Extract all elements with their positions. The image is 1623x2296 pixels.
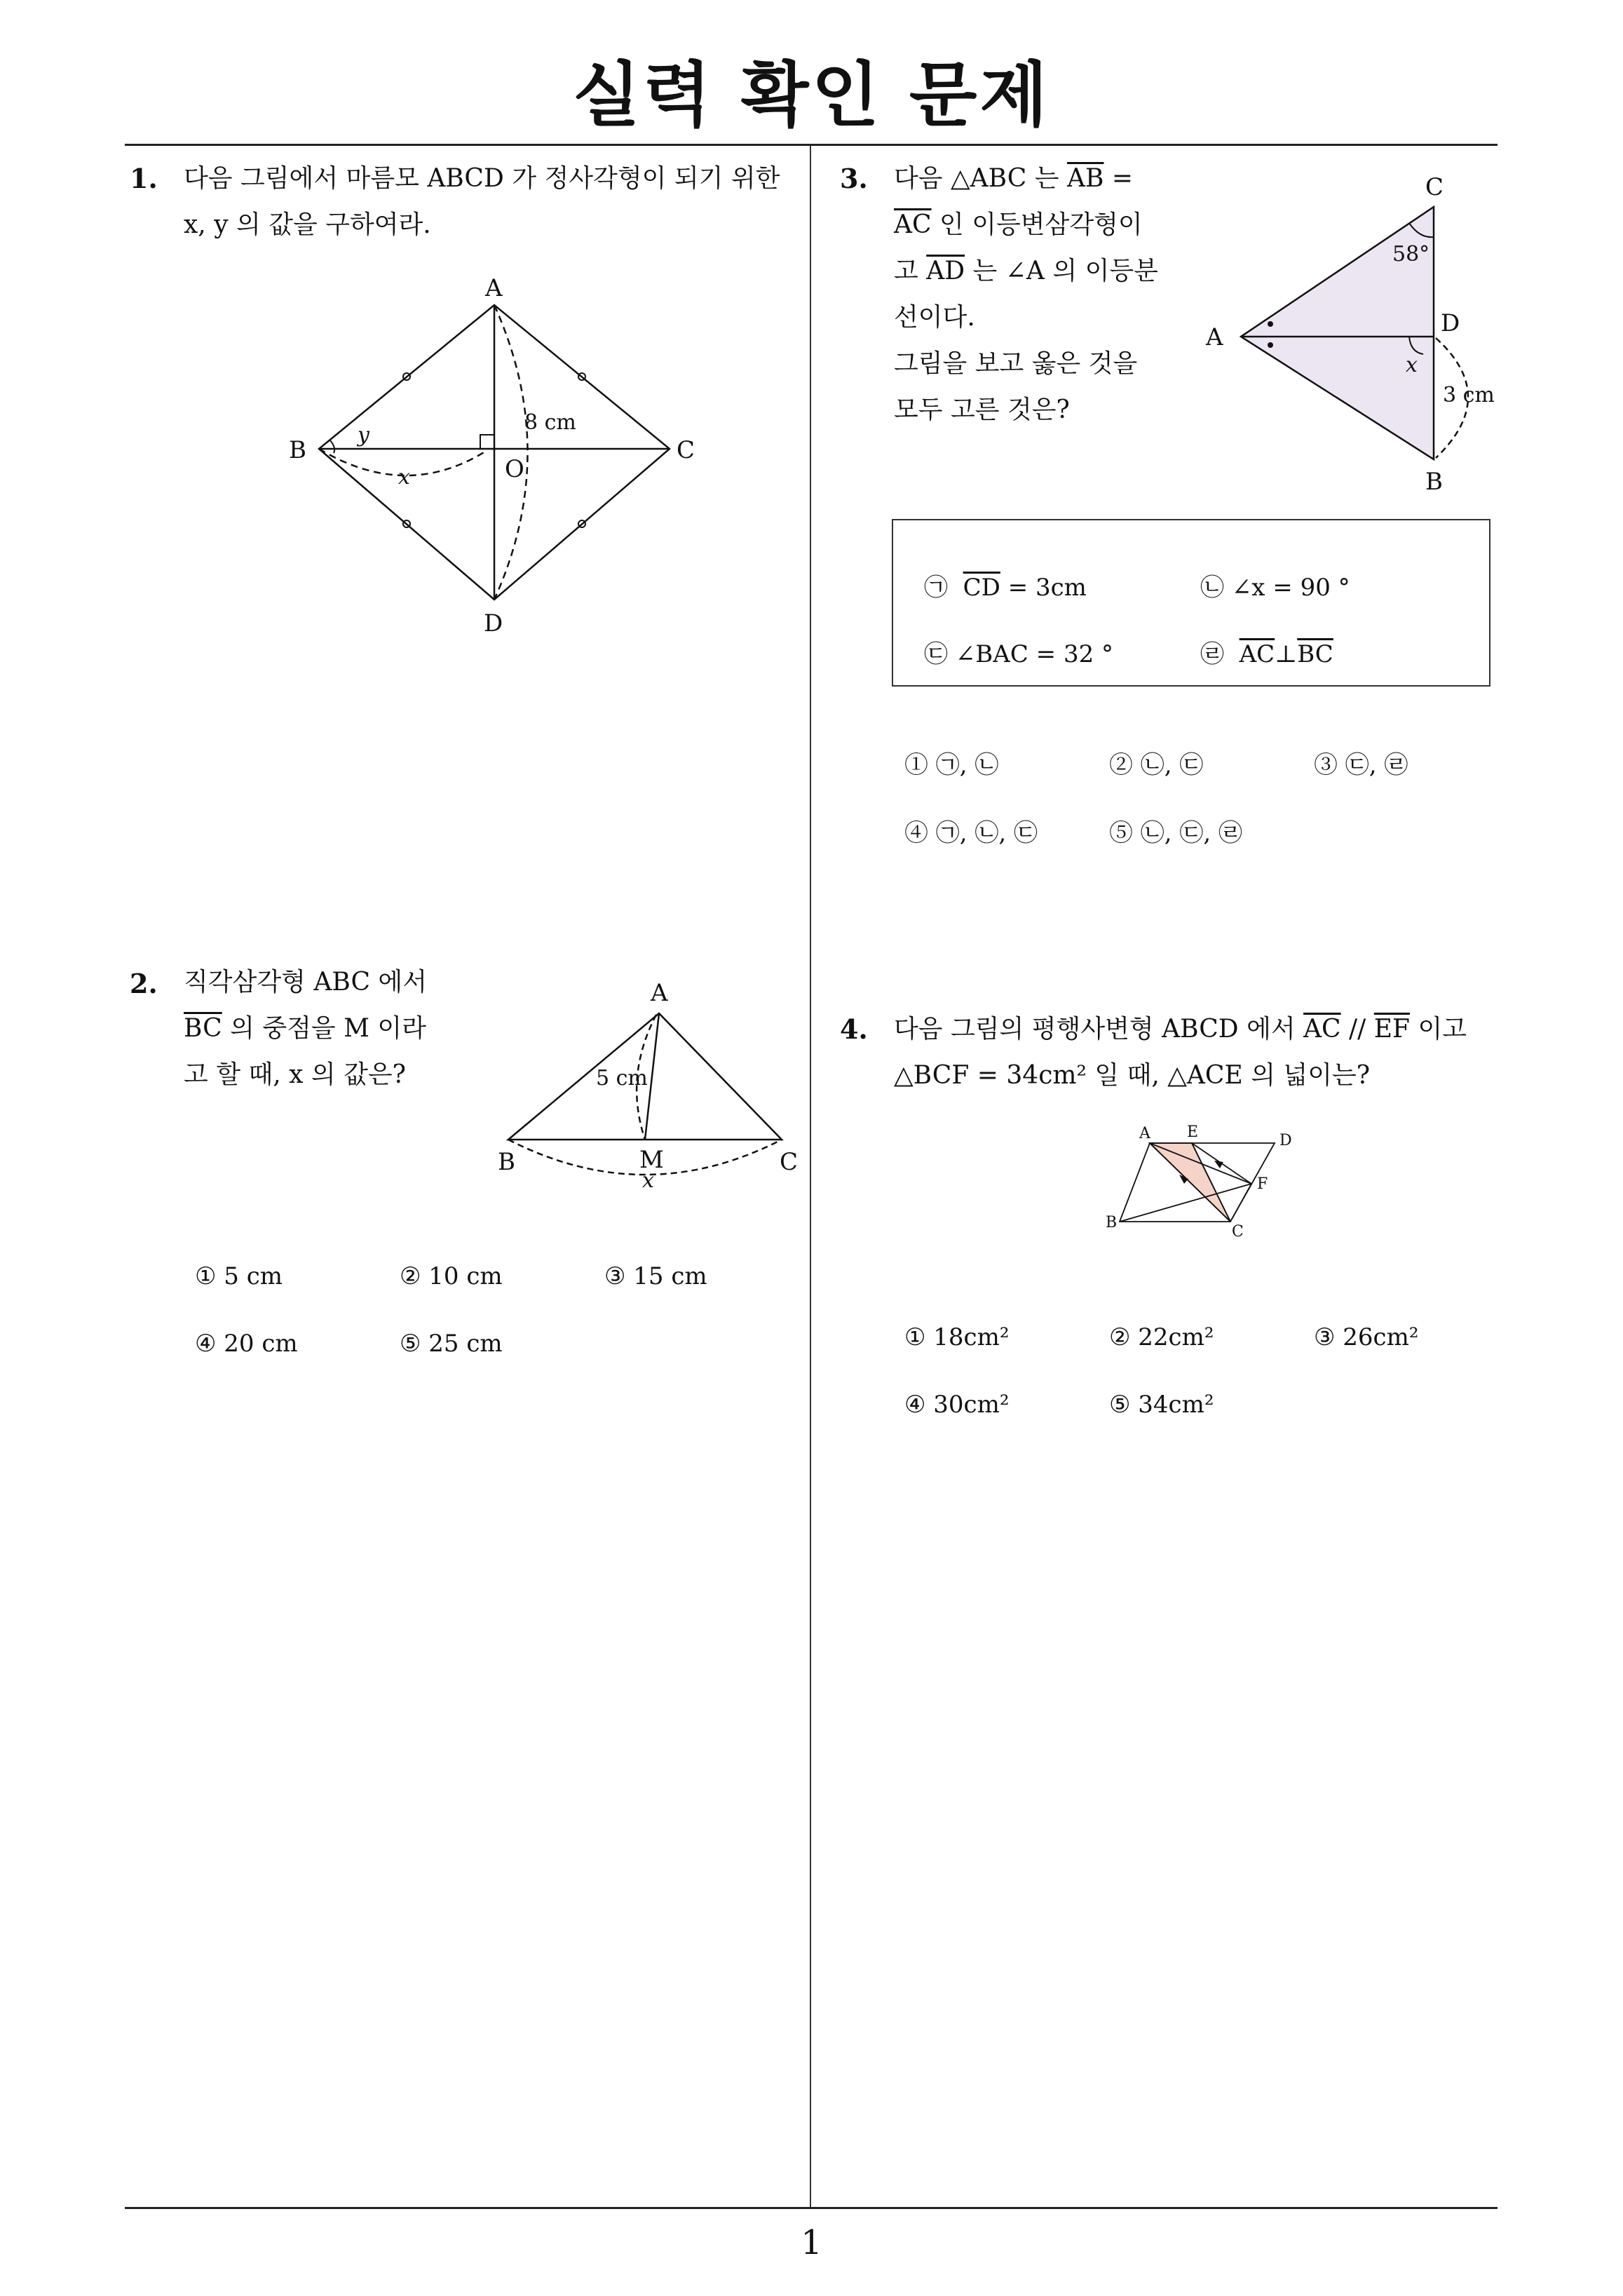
q4-line1-post: 이고 <box>1410 1015 1467 1044</box>
q3-line3 <box>894 248 1158 295</box>
q3-label-x: x <box>1406 353 1418 377</box>
q3-option-4[interactable]: ④ ㉠, ㉡, ㉢ <box>904 819 1038 847</box>
q3-statement-4-op: ⊥ <box>1275 640 1298 668</box>
q1-rhombus-figure <box>280 266 715 645</box>
q3-line3-post: 는 ∠A 의 이등분 <box>965 257 1158 285</box>
q1-line1: 다음 그림에서 마름모 ABCD 가 정사각형이 되기 위한 <box>184 164 780 193</box>
q4-option-3[interactable]: ③ 26cm² <box>1314 1323 1419 1351</box>
q1-label-d: D <box>484 609 503 637</box>
q3-label-a: A <box>1206 323 1223 351</box>
q3-segment-ab: $\overline{AB}$ <box>1067 164 1104 193</box>
q2-line3: 고 할 때, x 의 값은? <box>184 1060 406 1089</box>
q3-line4: 선이다. <box>894 303 975 332</box>
q2-number: 2. <box>130 968 158 999</box>
q1-label-a: A <box>485 274 503 302</box>
q3-segment-ad: $\overline{AD}$ <box>926 257 965 285</box>
q1-text <box>184 156 780 248</box>
q3-statement-4-seg1: $\overline{AC}$ <box>1239 640 1275 668</box>
q3-angle-dot-upper <box>1268 321 1273 327</box>
q3-statement-2: ㉡ ∠x = 90 ° <box>1200 574 1350 602</box>
q1-number: 1. <box>130 163 158 194</box>
bottom-rule <box>125 2207 1498 2209</box>
q3-statement-4 <box>1200 635 1333 669</box>
q4-segment-bf <box>1120 1184 1251 1222</box>
q3-line3-pre: 고 <box>894 257 927 285</box>
q4-label-b: B <box>1106 1214 1118 1231</box>
page-number: 1 <box>801 2223 822 2262</box>
q1-line2: x, y 의 값을 구하여라. <box>184 210 431 239</box>
q4-arrow-ef <box>1214 1161 1223 1168</box>
q1-label-length: 8 cm <box>524 410 576 435</box>
q3-line2 <box>894 202 1158 248</box>
q3-line1-pre: 다음 △ABC 는 <box>894 164 1068 193</box>
q1-label-o: O <box>505 455 524 483</box>
q2-option-1[interactable]: ① 5 cm <box>195 1262 283 1290</box>
q4-segment-ef: $\overline{EF}$ <box>1373 1015 1411 1044</box>
q3-label-b: B <box>1425 468 1443 496</box>
q2-option-4[interactable]: ④ 20 cm <box>195 1330 298 1358</box>
q1-right-angle <box>480 435 494 449</box>
q2-text <box>184 959 427 1098</box>
q2-option-3[interactable]: ③ 15 cm <box>604 1262 707 1290</box>
q2-option-5[interactable]: ⑤ 25 cm <box>400 1330 503 1358</box>
q2-label-a: A <box>651 979 668 1007</box>
q4-option-4[interactable]: ④ 30cm² <box>904 1391 1010 1419</box>
q3-statement-3: ㉢ ∠BAC = 32 ° <box>924 640 1114 668</box>
q3-line2-post: 인 이등변삼각형이 <box>931 210 1143 239</box>
q2-label-length: 5 cm <box>596 1066 648 1090</box>
q2-label-b: B <box>498 1148 515 1176</box>
q3-statement-1-rest: = 3cm <box>1000 574 1087 602</box>
q3-line1-post: = <box>1103 164 1134 193</box>
q3-statement-1-seg: $\overline{CD}$ <box>963 574 1000 602</box>
q2-segment-bc: $\overline{BC}$ <box>184 1014 222 1043</box>
q3-label-length: 3 cm <box>1443 383 1495 407</box>
q4-number: 4. <box>840 1013 868 1045</box>
q3-option-2[interactable]: ② ㉡, ㉢ <box>1109 751 1204 779</box>
q3-angle-dot-lower <box>1268 342 1273 348</box>
q3-text <box>894 156 1158 433</box>
q3-statement-1 <box>924 568 1087 602</box>
q3-label-c: C <box>1425 173 1444 201</box>
q4-label-a: A <box>1139 1125 1150 1142</box>
q3-label-d: D <box>1441 309 1460 337</box>
q2-line2 <box>184 1006 427 1052</box>
q1-label-y: y <box>358 423 369 447</box>
q3-line6: 모두 고른 것은? <box>894 396 1070 424</box>
q2-label-m: M <box>639 1146 664 1174</box>
q4-segment-ac: $\overline{AC}$ <box>1303 1015 1341 1044</box>
q2-triangle-figure <box>491 971 813 1203</box>
q4-option-5[interactable]: ⑤ 34cm² <box>1109 1391 1214 1419</box>
q1-label-c: C <box>677 436 695 464</box>
q3-statement-1-mark: ㉠ <box>924 574 948 602</box>
q4-option-2[interactable]: ② 22cm² <box>1109 1323 1214 1351</box>
page-title: 실력 확인 문제 <box>572 54 1051 136</box>
q3-line5: 그림을 보고 옳은 것을 <box>894 349 1138 378</box>
q3-segment-ac: $\overline{AC}$ <box>894 210 932 239</box>
q3-statement-4-seg2: $\overline{BC}$ <box>1297 640 1333 668</box>
q4-parallel-sign: // <box>1340 1015 1374 1044</box>
q4-label-e: E <box>1187 1123 1199 1141</box>
q4-label-d: D <box>1279 1132 1292 1149</box>
top-rule <box>125 144 1498 146</box>
q1-angle-arc <box>330 440 334 453</box>
q3-line1 <box>894 156 1158 202</box>
q4-line2: △BCF = 34cm² 일 때, △ACE 의 넓이는? <box>894 1061 1371 1090</box>
q1-dashed-ad <box>494 305 528 600</box>
q3-number: 3. <box>840 163 868 194</box>
q3-option-3[interactable]: ③ ㉢, ㉣ <box>1314 751 1408 779</box>
q3-statement-4-mark: ㉣ <box>1200 640 1224 668</box>
q2-label-c: C <box>780 1148 799 1176</box>
q4-line1 <box>894 1006 1467 1053</box>
q2-line1: 직각삼각형 ABC 에서 <box>184 968 427 997</box>
q4-label-c: C <box>1232 1223 1244 1241</box>
q2-option-2[interactable]: ② 10 cm <box>400 1262 503 1290</box>
q1-label-b: B <box>289 436 306 464</box>
q1-label-x: x <box>398 465 410 489</box>
q2-label-x: x <box>642 1168 654 1193</box>
q3-triangle-figure <box>1192 168 1514 505</box>
q4-label-f: F <box>1257 1175 1268 1193</box>
q2-line2-rest: 의 중점을 M 이라 <box>222 1014 426 1043</box>
q4-text <box>894 1006 1467 1099</box>
q3-option-5[interactable]: ⑤ ㉡, ㉢, ㉣ <box>1109 819 1243 847</box>
q3-label-angle: 58° <box>1392 242 1430 266</box>
q4-line1-pre: 다음 그림의 평행사변형 ABCD 에서 <box>894 1015 1304 1044</box>
q4-parallelogram-figure <box>1104 1119 1315 1241</box>
q4-option-1[interactable]: ① 18cm² <box>904 1323 1010 1351</box>
q3-option-1[interactable]: ① ㉠, ㉡ <box>904 751 999 779</box>
